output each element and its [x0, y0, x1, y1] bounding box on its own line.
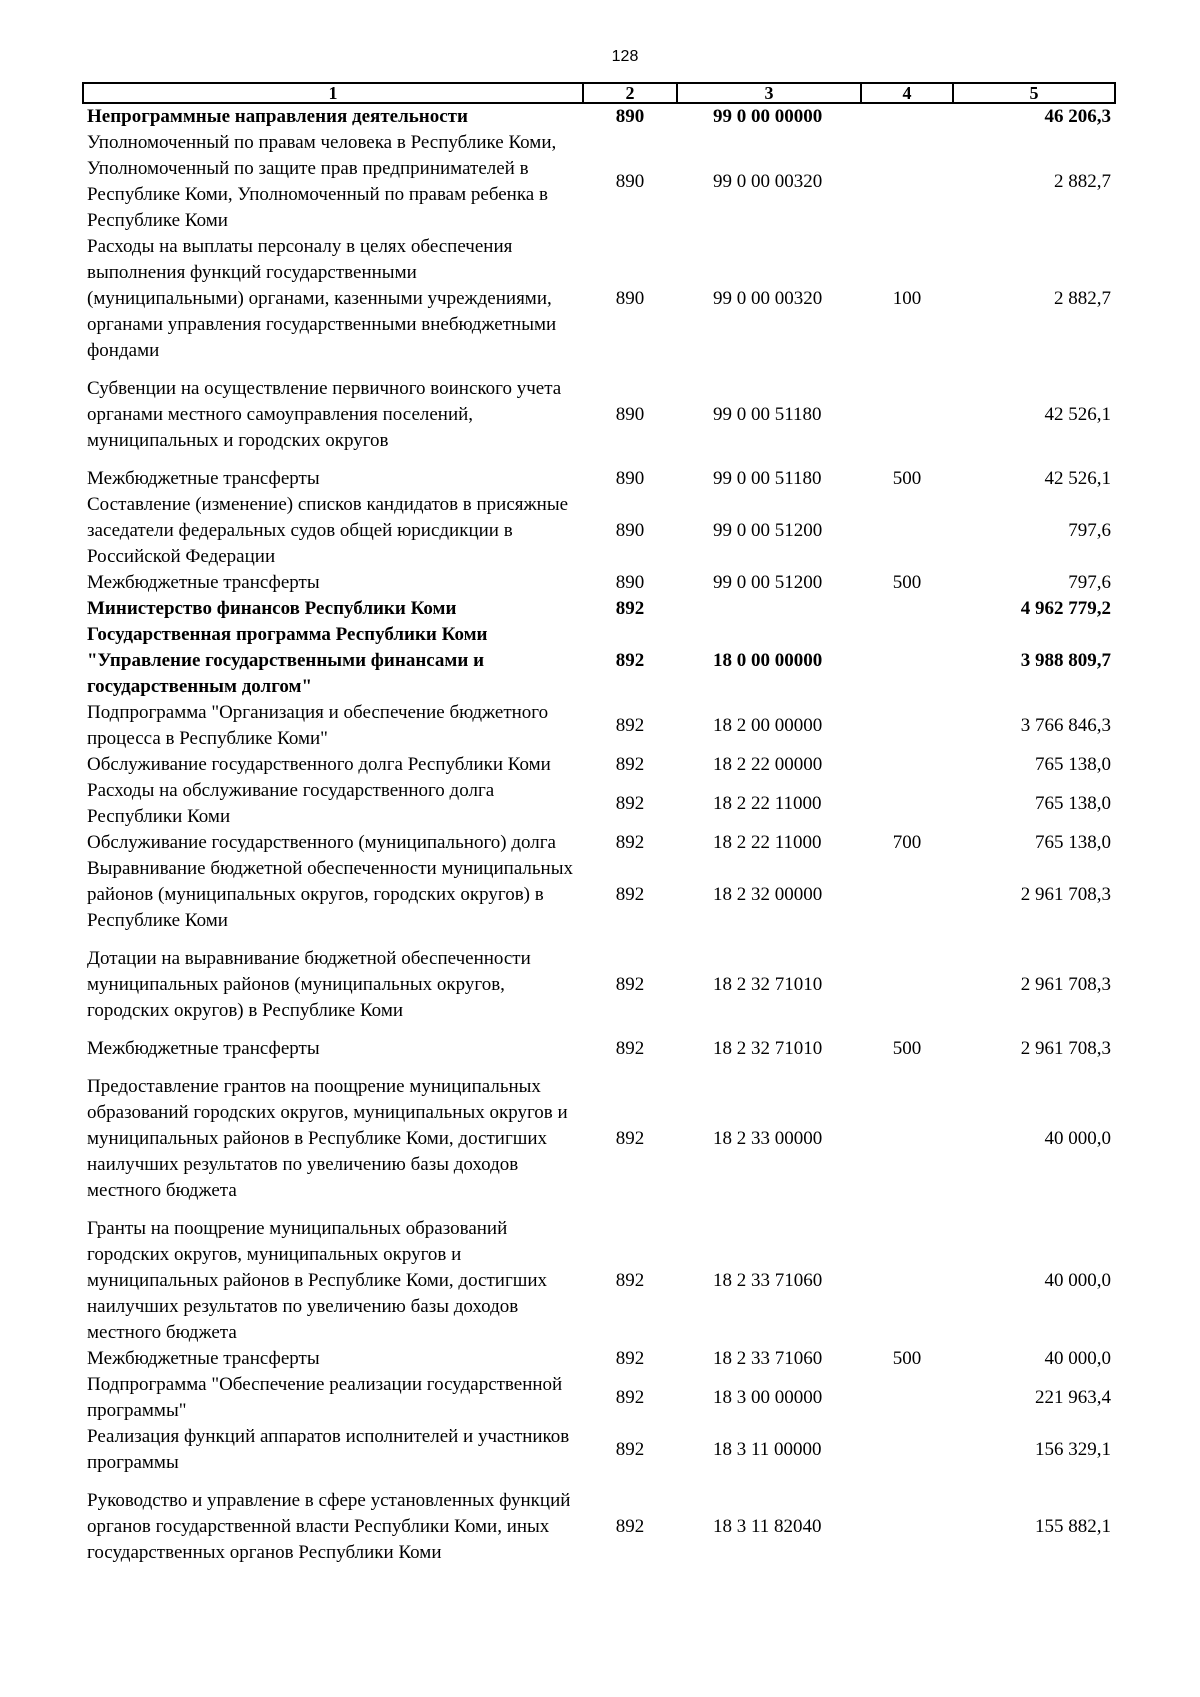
table-row — [83, 466, 1115, 492]
table-row — [83, 492, 1115, 570]
table-row — [83, 596, 1115, 622]
row-expense-type: 500 — [892, 1038, 922, 1059]
header-col-vr: 4 — [861, 83, 953, 103]
row-grbs-code: 890 — [615, 106, 645, 127]
row-target-article: 18 2 33 71060 — [713, 1348, 823, 1369]
row-amount: 765 138,0 — [1035, 793, 1111, 814]
row-name: Расходы на обслуживание государственного долга Республики Коми — [87, 780, 495, 827]
row-expense-type — [861, 1372, 953, 1424]
table-row — [83, 1346, 1115, 1372]
row-target-article: 18 2 32 00000 — [713, 884, 823, 905]
row-name: Выравнивание бюджетной обеспеченности муниципальных районов (муниципальных округов, городских округов) в Республике Коми — [87, 858, 573, 931]
row-name: Субвенции на осуществление первичного воинского учета органами местного самоуправления поселений, муниципальных и городских округов — [87, 378, 562, 451]
row-expense-type — [861, 1488, 953, 1566]
row-target-article: 99 0 00 00320 — [713, 171, 823, 192]
row-grbs-code: 892 — [615, 974, 645, 995]
row-name: Межбюджетные трансферты — [87, 1348, 320, 1369]
table-row — [83, 103, 1115, 130]
row-target-article: 18 3 11 00000 — [713, 1439, 822, 1460]
row-name: Руководство и управление в сфере установленных функций органов государственной власти Республики Коми, иных государственных органов Республики Коми — [87, 1490, 571, 1563]
row-amount: 42 526,1 — [1044, 468, 1111, 489]
row-expense-type — [861, 596, 953, 622]
row-expense-type — [861, 778, 953, 830]
row-amount: 765 138,0 — [1035, 754, 1111, 775]
row-target-article: 18 2 32 71010 — [713, 1038, 823, 1059]
row-expense-type: 100 — [892, 288, 922, 309]
row-expense-type — [861, 700, 953, 752]
row-expense-type — [861, 103, 953, 130]
row-name: Министерство финансов Республики Коми — [87, 598, 457, 619]
row-name: Предоставление грантов на поощрение муниципальных образований городских округов, муниципальных округов и муниципальных районов в Республике Коми, достигших наилучших результатов по увеличению базы доходов местного бюджета — [87, 1076, 568, 1201]
row-amount: 156 329,1 — [1035, 1439, 1111, 1460]
row-amount: 2 961 708,3 — [1020, 1038, 1111, 1059]
row-amount: 42 526,1 — [1044, 404, 1111, 425]
row-expense-type: 500 — [892, 468, 922, 489]
page-number: 128 — [611, 48, 639, 65]
row-amount: 3 988 809,7 — [1020, 650, 1111, 671]
row-grbs-code: 890 — [615, 520, 645, 541]
row-grbs-code: 890 — [615, 288, 645, 309]
row-amount: 4 962 779,2 — [1020, 598, 1111, 619]
row-expense-type: 500 — [892, 572, 922, 593]
table-row — [83, 700, 1115, 752]
row-name: Межбюджетные трансферты — [87, 572, 320, 593]
row-target-article: 99 0 00 00320 — [713, 288, 823, 309]
table-row — [83, 1216, 1115, 1346]
row-target-article: 99 0 00 51200 — [713, 520, 823, 541]
header-col-grbs: 2 — [583, 83, 677, 103]
row-expense-type — [861, 1074, 953, 1216]
row-expense-type — [861, 622, 953, 700]
row-expense-type — [861, 752, 953, 778]
row-grbs-code: 892 — [615, 1387, 645, 1408]
table-row — [83, 830, 1115, 856]
row-expense-type: 700 — [892, 832, 922, 853]
table-row — [83, 1074, 1115, 1216]
row-target-article: 18 2 33 71060 — [713, 1270, 823, 1291]
row-amount: 2 882,7 — [1054, 288, 1111, 309]
row-name: Гранты на поощрение муниципальных образований городских округов, муниципальных округов и муниципальных районов в Республике Коми, достигших наилучших результатов по увеличению базы доходов местного бюджета — [87, 1218, 548, 1343]
row-expense-type — [861, 1216, 953, 1346]
budget-table — [82, 82, 1116, 1566]
row-grbs-code: 892 — [615, 884, 645, 905]
row-target-article: 18 2 32 71010 — [713, 974, 823, 995]
row-target-article: 99 0 00 51180 — [713, 404, 822, 425]
row-target-article: 18 3 11 82040 — [713, 1516, 822, 1537]
row-grbs-code: 892 — [615, 715, 645, 736]
table-row — [83, 856, 1115, 946]
row-amount: 765 138,0 — [1035, 832, 1111, 853]
row-target-article — [677, 596, 861, 622]
row-target-article: 18 2 22 11000 — [713, 832, 822, 853]
row-grbs-code: 892 — [615, 1270, 645, 1291]
row-grbs-code: 892 — [615, 1439, 645, 1460]
row-target-article: 18 2 33 00000 — [713, 1128, 823, 1149]
row-grbs-code: 892 — [615, 832, 645, 853]
row-expense-type: 500 — [892, 1348, 922, 1369]
row-amount: 40 000,0 — [1044, 1348, 1111, 1369]
row-grbs-code: 892 — [615, 1128, 645, 1149]
row-grbs-code: 892 — [615, 1348, 645, 1369]
row-grbs-code: 890 — [615, 572, 645, 593]
table-row — [83, 946, 1115, 1036]
row-target-article: 18 2 22 00000 — [713, 754, 823, 775]
table-header — [83, 83, 1115, 103]
row-amount: 40 000,0 — [1044, 1128, 1111, 1149]
row-expense-type — [861, 130, 953, 234]
row-grbs-code: 892 — [615, 1038, 645, 1059]
header-row — [83, 83, 1115, 103]
row-target-article: 18 3 00 00000 — [713, 1387, 823, 1408]
row-name: Дотации на выравнивание бюджетной обеспеченности муниципальных районов (муниципальных округов, городских округов) в Республике Коми — [87, 948, 531, 1021]
row-amount: 797,6 — [1068, 572, 1111, 593]
row-target-article: 99 0 00 51180 — [713, 468, 822, 489]
row-grbs-code: 892 — [615, 754, 645, 775]
row-expense-type — [861, 376, 953, 466]
row-name: Межбюджетные трансферты — [87, 1038, 320, 1059]
row-grbs-code: 892 — [615, 1516, 645, 1537]
row-name: Подпрограмма "Обеспечение реализации государственной программы" — [87, 1374, 563, 1421]
row-amount: 3 766 846,3 — [1020, 715, 1111, 736]
table-body — [83, 103, 1115, 1566]
header-col-sum: 5 — [953, 83, 1115, 103]
row-grbs-code: 890 — [615, 404, 645, 425]
row-amount: 2 961 708,3 — [1020, 974, 1111, 995]
row-name: Непрограммные направления деятельности — [87, 106, 468, 127]
row-target-article: 18 2 00 00000 — [713, 715, 823, 736]
row-name: Составление (изменение) списков кандидатов в присяжные заседатели федеральных судов общей юрисдикции в Российской Федерации — [87, 494, 569, 567]
header-col-csr: 3 — [677, 83, 861, 103]
table-row — [83, 570, 1115, 596]
row-amount: 46 206,3 — [1044, 106, 1111, 127]
row-name: Обслуживание государственного (муниципального) долга — [87, 832, 556, 853]
table-row — [83, 376, 1115, 466]
table-row — [83, 1036, 1115, 1074]
row-grbs-code: 892 — [615, 598, 645, 619]
table-row — [83, 622, 1115, 700]
row-grbs-code: 892 — [615, 650, 645, 671]
row-grbs-code: 890 — [615, 468, 645, 489]
row-name: Подпрограмма "Организация и обеспечение бюджетного процесса в Республике Коми" — [87, 702, 549, 749]
table-row — [83, 778, 1115, 830]
row-target-article: 18 0 00 00000 — [713, 650, 823, 671]
row-grbs-code: 890 — [615, 171, 645, 192]
row-grbs-code: 892 — [615, 793, 645, 814]
table-row — [83, 234, 1115, 376]
row-name: Расходы на выплаты персоналу в целях обеспечения выполнения функций государственными (муниципальными) органами, казенными учреждениями, органами управления государственными внебюджетными фондами — [87, 236, 557, 361]
row-amount: 797,6 — [1068, 520, 1111, 541]
row-amount: 221 963,4 — [1035, 1387, 1111, 1408]
row-target-article: 99 0 00 51200 — [713, 572, 823, 593]
row-expense-type — [861, 856, 953, 946]
table-row — [83, 1488, 1115, 1566]
table-row — [83, 130, 1115, 234]
row-target-article: 99 0 00 00000 — [713, 106, 823, 127]
table-row — [83, 752, 1115, 778]
header-col-name: 1 — [83, 83, 583, 103]
row-name: Уполномоченный по правам человека в Республике Коми, Уполномоченный по защите прав предпринимателей в Республике Коми, Уполномоченный по правам ребенка в Республике Коми — [87, 132, 557, 231]
table-row — [83, 1372, 1115, 1424]
row-expense-type — [861, 492, 953, 570]
row-name: Государственная программа Республики Коми "Управление государственными финансами и государственным долгом" — [87, 624, 488, 697]
row-amount: 2 961 708,3 — [1020, 884, 1111, 905]
row-name: Реализация функций аппаратов исполнителей и участников программы — [87, 1426, 570, 1473]
row-name: Обслуживание государственного долга Республики Коми — [87, 754, 551, 775]
row-amount: 40 000,0 — [1044, 1270, 1111, 1291]
row-amount: 2 882,7 — [1054, 171, 1111, 192]
table-row — [83, 1424, 1115, 1488]
row-expense-type — [861, 946, 953, 1036]
row-amount: 155 882,1 — [1035, 1516, 1111, 1537]
row-target-article: 18 2 22 11000 — [713, 793, 822, 814]
row-expense-type — [861, 1424, 953, 1488]
row-name: Межбюджетные трансферты — [87, 468, 320, 489]
